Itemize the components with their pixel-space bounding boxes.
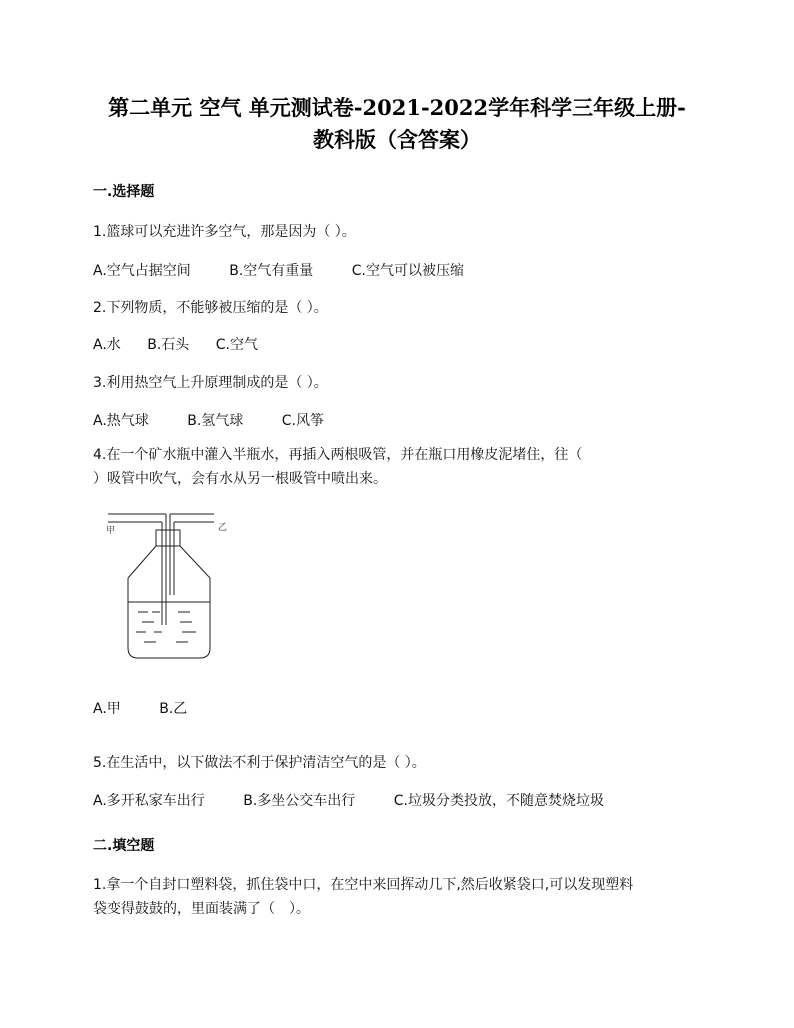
fill-question-1-line-1: 1.拿一个自封口塑料袋，抓住袋中口，在空中来回挥动几下,然后收紧袋口,可以发现塑料 <box>93 877 634 893</box>
document-title <box>60 92 734 156</box>
question-4-line-2: ）吸管中吹气，会有水从另一根吸管中喷出来。 <box>93 471 387 487</box>
question-3-options <box>93 410 358 430</box>
option-c: C.风筝 <box>281 413 324 429</box>
bottle-stopper <box>156 530 180 546</box>
label-right-straw: 乙 <box>218 523 228 533</box>
option-c: C.空气 <box>215 337 258 353</box>
option-b: B.石头 <box>147 337 190 353</box>
option-a: A.空气占据空间 <box>93 263 191 279</box>
question-5-text: 5.在生活中，以下做法不利于保护清洁空气的是（ ）。 <box>93 755 426 771</box>
option-c: C.垃圾分类投放，不随意焚烧垃圾 <box>393 793 604 809</box>
question-3-text: 3.利用热空气上升原理制成的是（ ）。 <box>93 375 328 391</box>
option-a: A.水 <box>93 337 121 353</box>
label-left-straw: 甲 <box>106 526 116 536</box>
question-4-line-1: 4.在一个矿水瓶中灌入半瓶水，再插入两根吸管，并在瓶口用橡皮泥堵住，往（ <box>93 447 583 463</box>
question-2-text: 2.下列物质，不能够被压缩的是（ ）。 <box>93 300 328 316</box>
option-c: C.空气可以被压缩 <box>351 263 464 279</box>
option-a: A.甲 <box>93 701 121 717</box>
question-1-text: 1.篮球可以充进许多空气，那是因为（ ）。 <box>93 224 356 240</box>
option-b: B.乙 <box>159 701 188 717</box>
fill-question-1-text <box>93 873 703 921</box>
option-a: A.热气球 <box>93 413 149 429</box>
section-heading-choice: 一.选择题 <box>93 184 155 200</box>
option-a: A.多开私家车出行 <box>93 793 205 809</box>
option-b: B.氢气球 <box>187 413 244 429</box>
question-4-options <box>93 698 221 718</box>
bottle-body <box>128 578 210 658</box>
option-b: B.空气有重量 <box>229 263 314 279</box>
title-line-1: 第二单元 空气 单元测试卷-2021-2022学年科学三年级上册- <box>108 95 686 120</box>
section-heading-fill-blank: 二.填空题 <box>93 838 155 854</box>
bottle-shoulder-right <box>180 546 210 578</box>
question-4-text <box>93 443 703 491</box>
question-1-options <box>93 260 498 280</box>
question-2-options <box>93 334 280 354</box>
question-5-options <box>93 790 638 810</box>
bottle-straw-diagram <box>92 500 252 670</box>
title-line-2: 教科版（含答案） <box>313 127 481 152</box>
fill-question-1-line-2: 袋变得鼓鼓的，里面装满了（ ）。 <box>93 901 310 917</box>
bottle-shoulder-left <box>128 546 156 578</box>
option-b: B.多坐公交车出行 <box>243 793 356 809</box>
